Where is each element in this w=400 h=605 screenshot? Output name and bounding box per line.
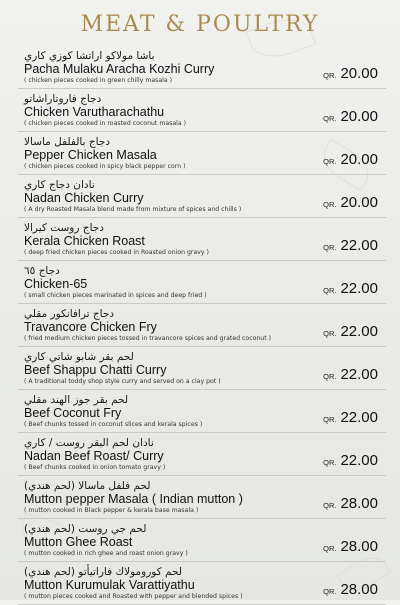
menu-item-price bbox=[323, 192, 378, 211]
menu-item-name: Travancore Chicken Fry bbox=[24, 320, 157, 334]
price-amount: 22.00 bbox=[340, 323, 378, 340]
menu-item-price bbox=[323, 63, 378, 82]
currency-label: QR. bbox=[323, 200, 337, 209]
currency-label: QR. bbox=[323, 458, 337, 467]
menu-item bbox=[18, 390, 386, 433]
price-amount: 20.00 bbox=[340, 151, 378, 168]
menu-item-name: Nadan Beef Roast/ Curry bbox=[24, 449, 164, 463]
menu-item-name: Beef Coconut Fry bbox=[24, 406, 122, 420]
menu-item-price bbox=[323, 493, 378, 512]
menu-item-price bbox=[323, 407, 378, 426]
menu-item-name: Mutton Ghee Roast bbox=[24, 535, 133, 549]
menu-item bbox=[18, 519, 386, 562]
price-amount: 20.00 bbox=[340, 65, 378, 82]
menu-item bbox=[18, 347, 386, 390]
menu-item bbox=[18, 175, 386, 218]
menu-item bbox=[18, 562, 386, 605]
menu-item-name: Nadan Chicken Curry bbox=[24, 191, 144, 205]
price-amount: 22.00 bbox=[340, 409, 378, 426]
page-title: MEAT & POULTRY bbox=[80, 12, 320, 37]
price-amount: 22.00 bbox=[340, 280, 378, 297]
menu-item-description: ( mutton cooked in Black pepper & kerala base masala ) bbox=[24, 507, 199, 514]
menu-item-arabic-name: نادان دجاج كاري bbox=[24, 179, 95, 191]
menu-item-price bbox=[323, 149, 378, 168]
menu-item-arabic-name: لحم بقر جوز الهند مقلي bbox=[24, 394, 129, 406]
menu-item-description: ( chicken pieces cooked in spicy black pepper corn ) bbox=[24, 163, 186, 170]
menu-item-description: ( deep fried chicken pieces cooked in Roasted onion gravy ) bbox=[24, 249, 209, 256]
menu-item-arabic-name: دجاج بالفلفل ماسالا bbox=[24, 136, 110, 148]
menu-item bbox=[18, 218, 386, 261]
currency-label: QR. bbox=[323, 587, 337, 596]
menu-item bbox=[18, 476, 386, 519]
price-amount: 22.00 bbox=[340, 366, 378, 383]
price-amount: 28.00 bbox=[340, 495, 378, 512]
menu-item-description: ( A dry Roasted Masala blend made from mixture of spices and chills ) bbox=[24, 206, 242, 213]
menu-item-price bbox=[323, 106, 378, 125]
menu-item bbox=[18, 304, 386, 347]
price-amount: 20.00 bbox=[340, 194, 378, 211]
price-amount: 22.00 bbox=[340, 452, 378, 469]
price-amount: 22.00 bbox=[340, 237, 378, 254]
menu-item-name: Mutton pepper Masala ( Indian mutton ) bbox=[24, 492, 243, 506]
menu-item-description: ( chicken pieces cooked in roasted coconut masala ) bbox=[24, 120, 187, 127]
menu-item bbox=[18, 46, 386, 89]
menu-item-arabic-name: دجاج روست كيرالا bbox=[24, 222, 104, 234]
menu-item-description: ( fried medium chicken pieces tossed in travancore spices and grated coconut ) bbox=[24, 335, 272, 342]
menu-item-arabic-name: نادان لحم البقر روست / كاري bbox=[24, 437, 154, 449]
currency-label: QR. bbox=[323, 501, 337, 510]
menu-item-arabic-name: لحم فلفل ماسالا (لحم هندي) bbox=[24, 480, 151, 492]
menu-item-arabic-name: دجاج ترافانكور مقلي bbox=[24, 308, 115, 320]
menu-item bbox=[18, 261, 386, 304]
menu-item-description: ( small chicken pieces marinated in spices and deep fried ) bbox=[24, 292, 207, 299]
menu-item-name: Pacha Mulaku Aracha Kozhi Curry bbox=[24, 62, 215, 76]
menu-item-arabic-name: باشا مولاكو اراتشا كوزي كاري bbox=[24, 50, 155, 62]
menu-item-price bbox=[323, 235, 378, 254]
menu-item-price bbox=[323, 278, 378, 297]
menu-item-price bbox=[323, 450, 378, 469]
menu-item-description: ( mutton pieces cooked and Roasted with pepper and blended spices ) bbox=[24, 593, 243, 600]
menu-item-name: Chicken Varutharachathu bbox=[24, 105, 165, 119]
menu-item-name: Mutton Kurumulak Varattiyathu bbox=[24, 578, 195, 592]
menu-item bbox=[18, 132, 386, 175]
menu-item-name: Kerala Chicken Roast bbox=[24, 234, 145, 248]
menu-item-arabic-name: دجاج فاروتاراشاتو bbox=[24, 93, 102, 105]
menu-item-arabic-name: لحم بقر شابو شاتي كاري bbox=[24, 351, 134, 363]
menu-item-name: Chicken-65 bbox=[24, 277, 88, 291]
menu-list bbox=[0, 46, 400, 605]
menu-item-description: ( Beef chunks cooked in onion tomato gravy ) bbox=[24, 464, 166, 471]
menu-item-arabic-name: لحم كورومولاك فاراتيأتو (لحم هندي) bbox=[24, 566, 183, 578]
menu-item bbox=[18, 433, 386, 476]
menu-item-price bbox=[323, 364, 378, 383]
currency-label: QR. bbox=[323, 372, 337, 381]
currency-label: QR. bbox=[323, 114, 337, 123]
currency-label: QR. bbox=[323, 415, 337, 424]
currency-label: QR. bbox=[323, 243, 337, 252]
currency-label: QR. bbox=[323, 157, 337, 166]
price-amount: 20.00 bbox=[340, 108, 378, 125]
currency-label: QR. bbox=[323, 286, 337, 295]
menu-item-price bbox=[323, 536, 378, 555]
menu-item-name: Beef Shappu Chatti Curry bbox=[24, 363, 167, 377]
menu-item-description: ( mutton cooked in rich ghee and roast onion gravy ) bbox=[24, 550, 188, 557]
currency-label: QR. bbox=[323, 71, 337, 80]
price-amount: 28.00 bbox=[340, 581, 378, 598]
menu-item-description: ( Beef chunks tossed in coconut slices and kerala spices ) bbox=[24, 421, 203, 428]
menu-item-description: ( chicken pieces cooked in green chilly masala ) bbox=[24, 77, 173, 84]
menu-item-arabic-name: لحم جي روست (لحم هندي) bbox=[24, 523, 147, 535]
menu-item-arabic-name: دجاج ٦٥ bbox=[24, 265, 60, 277]
menu-item-description: ( A traditional toddy shop style curry and served on a clay pot ) bbox=[24, 378, 221, 385]
menu-item bbox=[18, 89, 386, 132]
currency-label: QR. bbox=[323, 544, 337, 553]
menu-item-name: Pepper Chicken Masala bbox=[24, 148, 157, 162]
price-amount: 28.00 bbox=[340, 538, 378, 555]
menu-item-price bbox=[323, 321, 378, 340]
menu-item-price bbox=[323, 579, 378, 598]
currency-label: QR. bbox=[323, 329, 337, 338]
